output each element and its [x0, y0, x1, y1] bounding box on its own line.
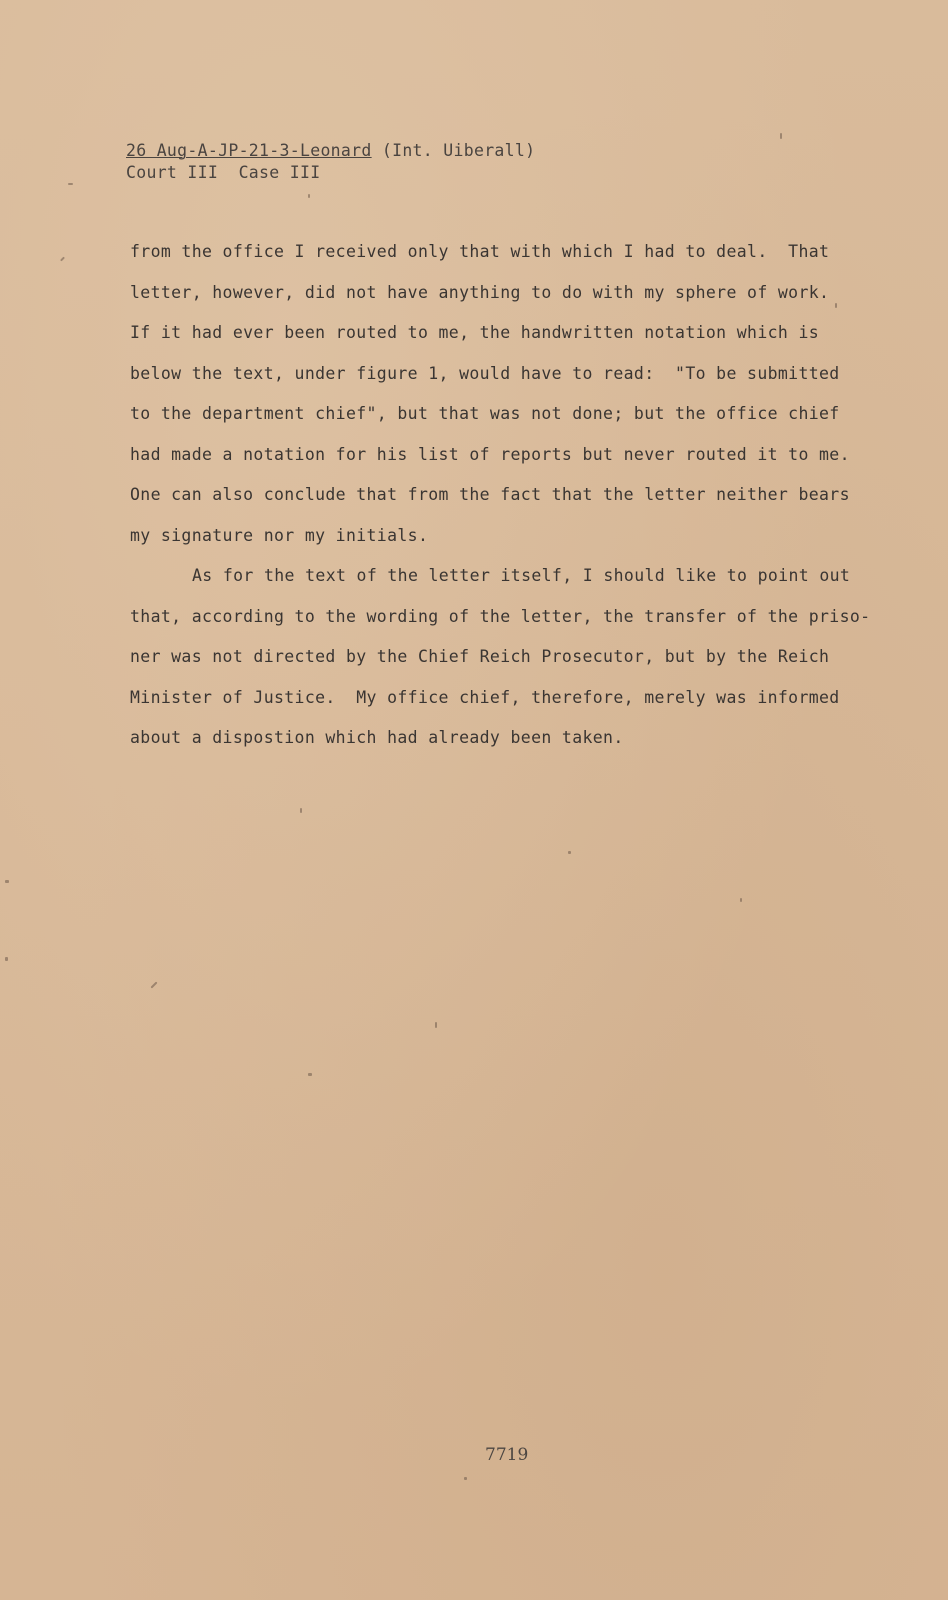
header-interpreter: (Int. Uiberall)	[371, 141, 536, 160]
paper-speck	[300, 808, 302, 813]
body-line: below the text, under figure 1, would have to read: "To be submitted	[130, 363, 840, 383]
paper-speck	[5, 957, 8, 961]
body-line: letter, however, did not have anything to do with my sphere of work.	[130, 282, 830, 302]
paper-speck	[740, 898, 742, 902]
paper-speck	[568, 851, 571, 854]
paper-speck	[464, 1477, 467, 1480]
paper-speck	[150, 981, 157, 988]
body-line: about a dispostion which had already been taken.	[130, 728, 624, 747]
paper-speck	[60, 257, 65, 262]
header-reference-line	[126, 140, 535, 162]
paper-speck	[68, 183, 73, 185]
body-line: from the office I received only that with which I had to deal. That	[130, 242, 830, 261]
body-line: had made a notation for his list of reports but never routed it to me.	[130, 444, 850, 464]
header-court-case: Court III Case III	[126, 163, 321, 182]
paper-speck	[308, 194, 310, 198]
body-line-paragraph-start: As for the text of the letter itself, I should like to point out	[192, 566, 851, 585]
header-reference-code: 26 Aug-A-JP-21-3-Leonard	[126, 141, 372, 160]
document-header	[126, 140, 535, 184]
body-line: If it had ever been routed to me, the handwritten notation which is	[130, 323, 820, 342]
body-line: Minister of Justice. My office chief, therefore, merely was informed	[130, 687, 840, 707]
body-line: that, according to the wording of the letter, the transfer of the priso-	[130, 606, 871, 626]
page-number: 7719	[485, 1445, 529, 1465]
paper-speck	[308, 1073, 312, 1076]
body-line: to the department chief", but that was not done; but the office chief	[130, 404, 840, 423]
paper-speck	[780, 133, 782, 139]
body-line: One can also conclude that from the fact that the letter neither bears	[130, 485, 850, 504]
paper-speck	[5, 880, 9, 883]
body-line: my signature nor my initials.	[130, 525, 429, 545]
paper-speck	[435, 1022, 437, 1028]
body-line: ner was not directed by the Chief Reich Prosecutor, but by the Reich	[130, 647, 830, 666]
document-body	[130, 238, 871, 765]
